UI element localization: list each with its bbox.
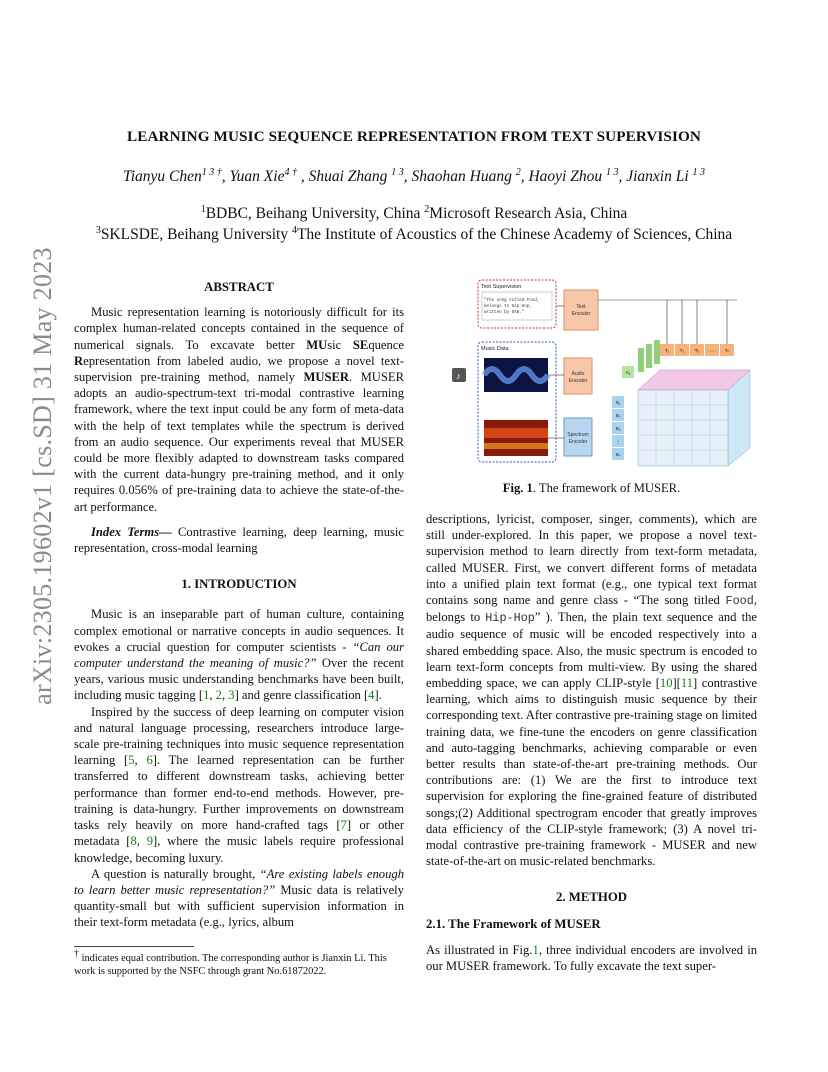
affiliation-line: $^1$BDBC, Beihang University, China $^2$Microsoft Research Asia, China xyxy=(200,203,628,222)
spectrum-token-column xyxy=(612,396,624,460)
arxiv-sidebar xyxy=(18,247,68,705)
author-list: Tianyu Chen$^{1 3 \dagger}$, Yuan Xie$^{4 \dagger}$ , Shuai Zhang $^{1 3}$, Shaohan Huang $^2$, Haoyi Zhou $^{1 3}$, Jianxin Li $^{1 3}$ xyxy=(122,166,706,185)
footnote: † indicates equal contribution. The corresponding author is Jianxin Li. This work is supported by the NSFC through grant No.61872022. xyxy=(74,948,387,977)
svg-text:Sₙ: Sₙ xyxy=(615,452,621,457)
text-supervision-label: Text Supervision xyxy=(481,284,522,290)
citation-link[interactable]: 3 xyxy=(228,688,235,703)
svg-text:♪: ♪ xyxy=(456,371,461,381)
text-encoder-block xyxy=(564,290,598,330)
svg-text:⋮: ⋮ xyxy=(615,439,621,444)
similarity-cube xyxy=(638,370,750,466)
intro-heading: 1. INTRODUCTION xyxy=(181,577,297,592)
svg-text:Text: Text xyxy=(576,304,586,310)
arxiv-id: arXiv:2305.19602v1 [cs.SD] 31 May 2023 xyxy=(28,247,57,705)
svg-text:A₁: A₁ xyxy=(625,370,631,375)
method-para-1: As illustrated in Fig.1, three individual encoders are involved in our MUSER framework. To fully excavate the text super- xyxy=(426,942,757,974)
svg-text:Encoder: Encoder xyxy=(571,311,591,317)
svg-text:belongs to Hip-Hop,: belongs to Hip-Hop, xyxy=(484,305,532,309)
svg-text:S₁: S₁ xyxy=(615,400,621,405)
svg-text:S₃: S₃ xyxy=(615,426,621,431)
index-terms: Index Terms— Contrastive learning, deep learning, music representation, cross-modal learning xyxy=(74,524,404,556)
svg-text:written by DAB.": written by DAB." xyxy=(484,311,525,315)
right-column xyxy=(426,511,757,974)
music-data-label: Music Data xyxy=(481,346,509,352)
svg-text:Encoder: Encoder xyxy=(568,439,588,445)
author: Tianyu Chen xyxy=(122,168,202,185)
subsection-heading: 2.1. The Framework of MUSER xyxy=(426,916,601,931)
intro-para-2: Inspired by the success of deep learning on computer vision and natural language processing, researchers introduce large-scale pre-training techniques into music sequence representation learning [5, 6]. The learned representation can be further transferred to different downstream tasks, achieving better performance than former end-to-end methods. However, pre-training is data-hungry. Further improvements on downstream tasks rely heavily on more hand-crafted tags [7] or other metadata [8, 9], where the music labels require professional knowledge, becoming luxury. xyxy=(74,704,405,865)
svg-text:T₂: T₂ xyxy=(679,348,685,353)
svg-text:T₁: T₁ xyxy=(664,348,670,353)
method-heading: 2. METHOD xyxy=(555,890,628,905)
audio-token-stack xyxy=(638,340,660,372)
citation-link[interactable]: 7 xyxy=(340,818,347,833)
citation-link[interactable]: 8 xyxy=(130,834,137,849)
svg-text:Spectrum: Spectrum xyxy=(567,432,589,438)
citation-link[interactable]: 5 xyxy=(128,753,135,768)
author: Shuai Zhang xyxy=(308,168,388,185)
citation-link[interactable]: 9 xyxy=(146,834,153,849)
svg-text:Audio: Audio xyxy=(571,371,585,377)
abstract-heading: ABSTRACT xyxy=(204,280,274,294)
citation-link[interactable]: 6 xyxy=(146,753,153,768)
intro-para-1: Music is an inseparable part of human culture, containing complex emotional or narrative concepts in audio sequences. It evokes a crucial question for computer scientists - “Can our computer understand the meaning of music?” Over the recent years, various music understanding benchmarks have been built, including music tagging [1, 2, 3] and genre classification [4]. xyxy=(74,607,405,703)
svg-text:"The song titled Food,: "The song titled Food, xyxy=(484,299,540,303)
svg-text:T₃: T₃ xyxy=(694,348,700,353)
text-token-row xyxy=(660,344,734,356)
author: Jianxin Li xyxy=(626,168,689,185)
svg-text:...: ... xyxy=(710,348,714,353)
affiliation-line: $^3$SKLSDE, Beihang University $^4$The Institute of Acoustics of the Chinese Academy of Sciences, China xyxy=(95,224,733,243)
intro-para-4: descriptions, lyricist, composer, singer, comments), which are still under-explored. In this paper, we propose a novel text-supervision method to learn directly from text-form metadata, called MUSER. First, we convert different forms of metadata into a unified plain text format (e.g., one typical text format contains song name and genre class - “The song titled Food, belongs to Hip-Hop” ). Then, the plain text sequence and the audio sequence of music will be encoded respectively into a shared embedding space. Also, the music spectrum is encoded to learn text-form concepts from multi-view. By using the shared embedding space, we can apply CLIP-style [10][11] contrastive learning, which aims to distinguish music sequence by their corresponding text. After contrastive pre-training stage on limited training data, we fine-tune the encoders on genre classification and auto-tagging benchmarks, achieving comparable or even better results than state-of-the-art pre-training methods. Our contributions are: (1) We are the first to introduce text supervision for exploring the fine-grained feature of distributed songs;(2) Additional spectrogram encoder that greatly improves data efficiency of the CLIP-style framework; (3) A novel tri-modal contrastive pre-training framework - MUSER and new state-of-the-art on music-related benchmarks. xyxy=(426,512,757,869)
figure-link[interactable]: 1 xyxy=(532,942,539,957)
abstract-text: Music representation learning is notoriously difficult for its complex human-related concepts contained in the sequence of numerical signals. To excavate better MUsic SEquence Representation from labeled audio, we propose a novel text-supervision pre-training method, namely MUSER. MUSER adopts an audio-spectrum-text tri-modal contrastive learning framework, where the text input could be any form of meta-data with the help of text templates while the spectrum is derived from an audio sequence. Our experiments reveal that MUSER could be more flexibly adapted to downstream tasks compared with the current data-hungry pre-training method, and it only requires 0.056% of pre-training data to achieve the state-of-the-art performance. xyxy=(74,305,404,514)
intro-para-3: A question is naturally brought, “Are existing labels enough to learn better music representation?” Music data is relatively quantity-small but with sufficient supervision information in their text-form metadata (e.g., lyrics, album xyxy=(74,866,404,930)
svg-text:Encoder: Encoder xyxy=(568,378,588,384)
citation-link[interactable]: 10 xyxy=(659,676,673,691)
figure-caption: Fig. 1. The framework of MUSER. xyxy=(502,481,681,495)
paper-title: LEARNING MUSIC SEQUENCE REPRESENTATION FROM TEXT SUPERVISION xyxy=(127,128,701,145)
citation-link[interactable]: 2 xyxy=(215,688,222,703)
svg-text:Tₙ: Tₙ xyxy=(724,348,730,353)
author: Yuan Xie xyxy=(229,168,285,185)
citation-link[interactable]: 4 xyxy=(368,688,375,703)
citation-link[interactable]: 11 xyxy=(680,676,694,691)
left-column xyxy=(74,279,404,931)
author: Haoyi Zhou xyxy=(528,168,603,185)
author: Shaohan Huang xyxy=(411,168,512,185)
muser-framework-figure xyxy=(452,278,756,468)
footnote-rule xyxy=(74,946,194,947)
svg-text:S₂: S₂ xyxy=(615,413,621,418)
citation-link[interactable]: 1 xyxy=(203,688,210,703)
